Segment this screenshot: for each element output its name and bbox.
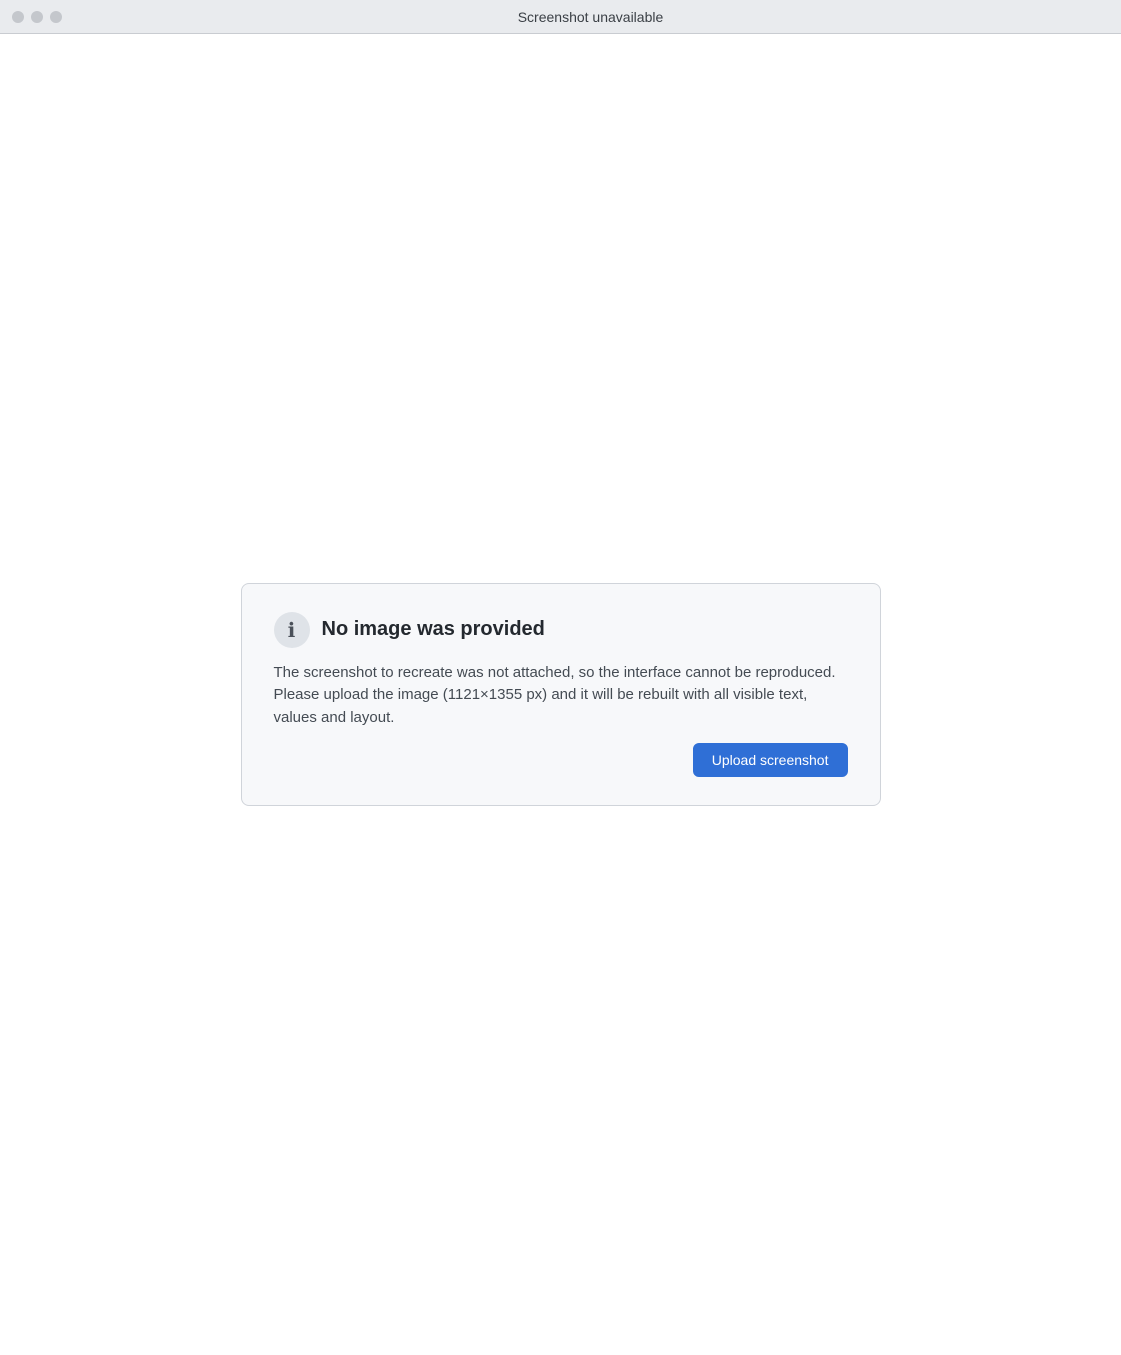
notice-title: No image was provided [321, 618, 545, 641]
minimize-window-icon[interactable] [31, 11, 43, 23]
close-window-icon[interactable] [12, 11, 24, 23]
upload-screenshot-button[interactable]: Upload screenshot [693, 743, 848, 777]
notice-panel [241, 583, 881, 807]
window-title: Screenshot unavailable [517, 8, 664, 25]
notice-header [274, 612, 848, 648]
notice-actions [274, 743, 848, 777]
main-area [0, 34, 1121, 1355]
window-controls [12, 11, 62, 23]
info-icon: ℹ [274, 612, 310, 648]
window-titlebar [0, 0, 1121, 34]
maximize-window-icon[interactable] [50, 11, 62, 23]
notice-body: The screenshot to recreate was not attached, so the interface cannot be reproduced. Please upload the image (1121×1355 px) and it will be rebuilt with all visible text, values and layout. [273, 663, 836, 726]
